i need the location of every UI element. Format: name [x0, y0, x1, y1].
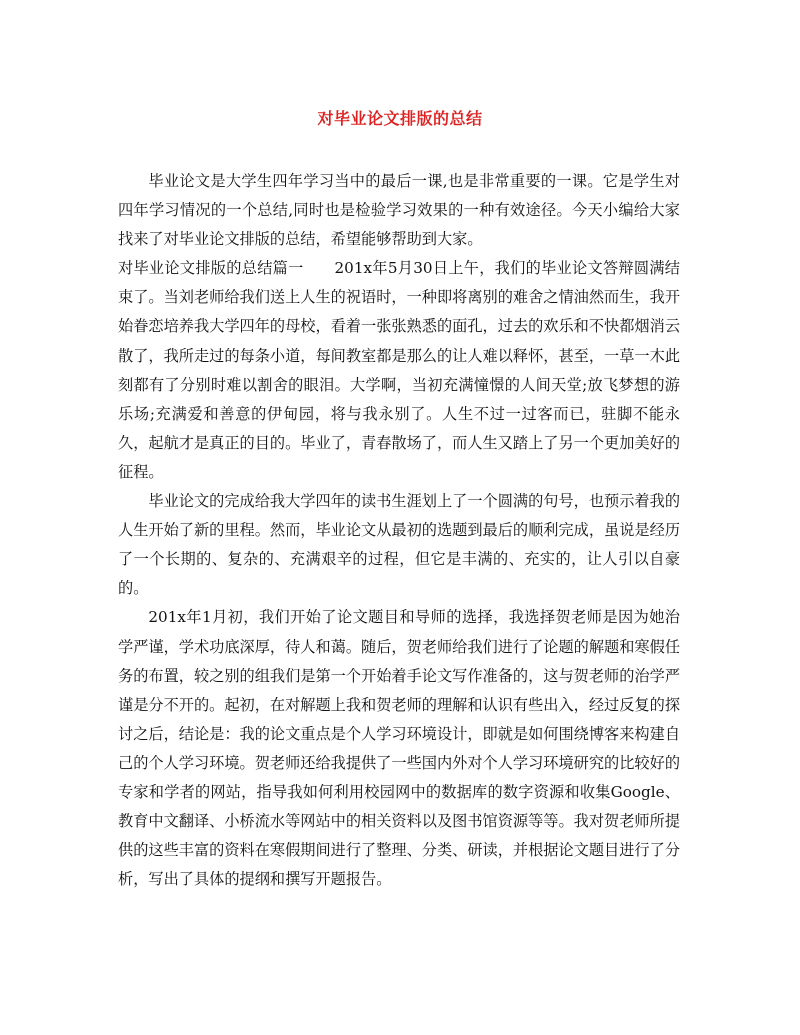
document-title: 对毕业论文排版的总结 [317, 109, 483, 128]
document-body [118, 167, 680, 894]
paragraph-advisor: 201x年1月初，我们开始了论文题目和导师的选择，我选择贺老师是因为她治学严谨，学术功底深厚，待人和蔼。随后，贺老师给我们进行了论题的解题和寒假任务的布置，较之别的组我们是第一个开始着手论文写作准备的，这与贺老师的治学严谨是分不开的。起初，在对解题上我和贺老师的理解和认识有些出入，经过反复的探讨之后，结论是：我的论文重点是个人学习环境设计，即就是如何围绕博客来构建自己的个人学习环境。贺老师还给我提供了一些国内外对个人学习环境研究的比较好的专家和学者的网站，指导我如何利用校园网中的数据库的数字资源和收集Google、教育中文翻译、小桥流水等网站中的相关资料以及图书馆资源等等。我对贺老师所提供的这些丰富的资料在寒假期间进行了整理、分类、研读，并根据论文题目进行了分析，写出了具体的提纲和撰写开题报告。 [118, 608, 680, 889]
paragraph-completion: 毕业论文的完成给我大学四年的读书生涯划上了一个圆满的句号，也预示着我的人生开始了新的里程。然而，毕业论文从最初的选题到最后的顺利完成，虽说是经历了一个长期的、复杂的、充满艰辛的过程，但它是丰满的、充实的，让人引以自豪的。 [118, 492, 680, 598]
paragraph-section-one: 对毕业论文排版的总结篇一 201x年5月30日上午，我们的毕业论文答辩圆满结束了。当刘老师给我们送上人生的祝语时，一种即将离别的难舍之情油然而生，我开始眷恋培养我大学四年的母校，看着一张张熟悉的面孔，过去的欢乐和不快都烟消云散了，我所走过的每条小道，每间教室都是那么的让人难以释怀，甚至，一草一木此刻都有了分别时难以割舍的眼泪。大学啊，当初充满憧憬的人间天堂;放飞梦想的游乐场;充满爱和善意的伊甸园，将与我永别了。人生不过一过客而已，驻脚不能永久，起航才是真正的目的。毕业了，青春散场了，而人生又踏上了另一个更加美好的征程。 [118, 259, 680, 481]
paragraph-intro: 毕业论文是大学生四年学习当中的最后一课,也是非常重要的一课。它是学生对四年学习情况的一个总结,同时也是检验学习效果的一种有效途径。今天小编给大家找来了对毕业论文排版的总结，希望能够帮助到大家。 [118, 172, 680, 249]
